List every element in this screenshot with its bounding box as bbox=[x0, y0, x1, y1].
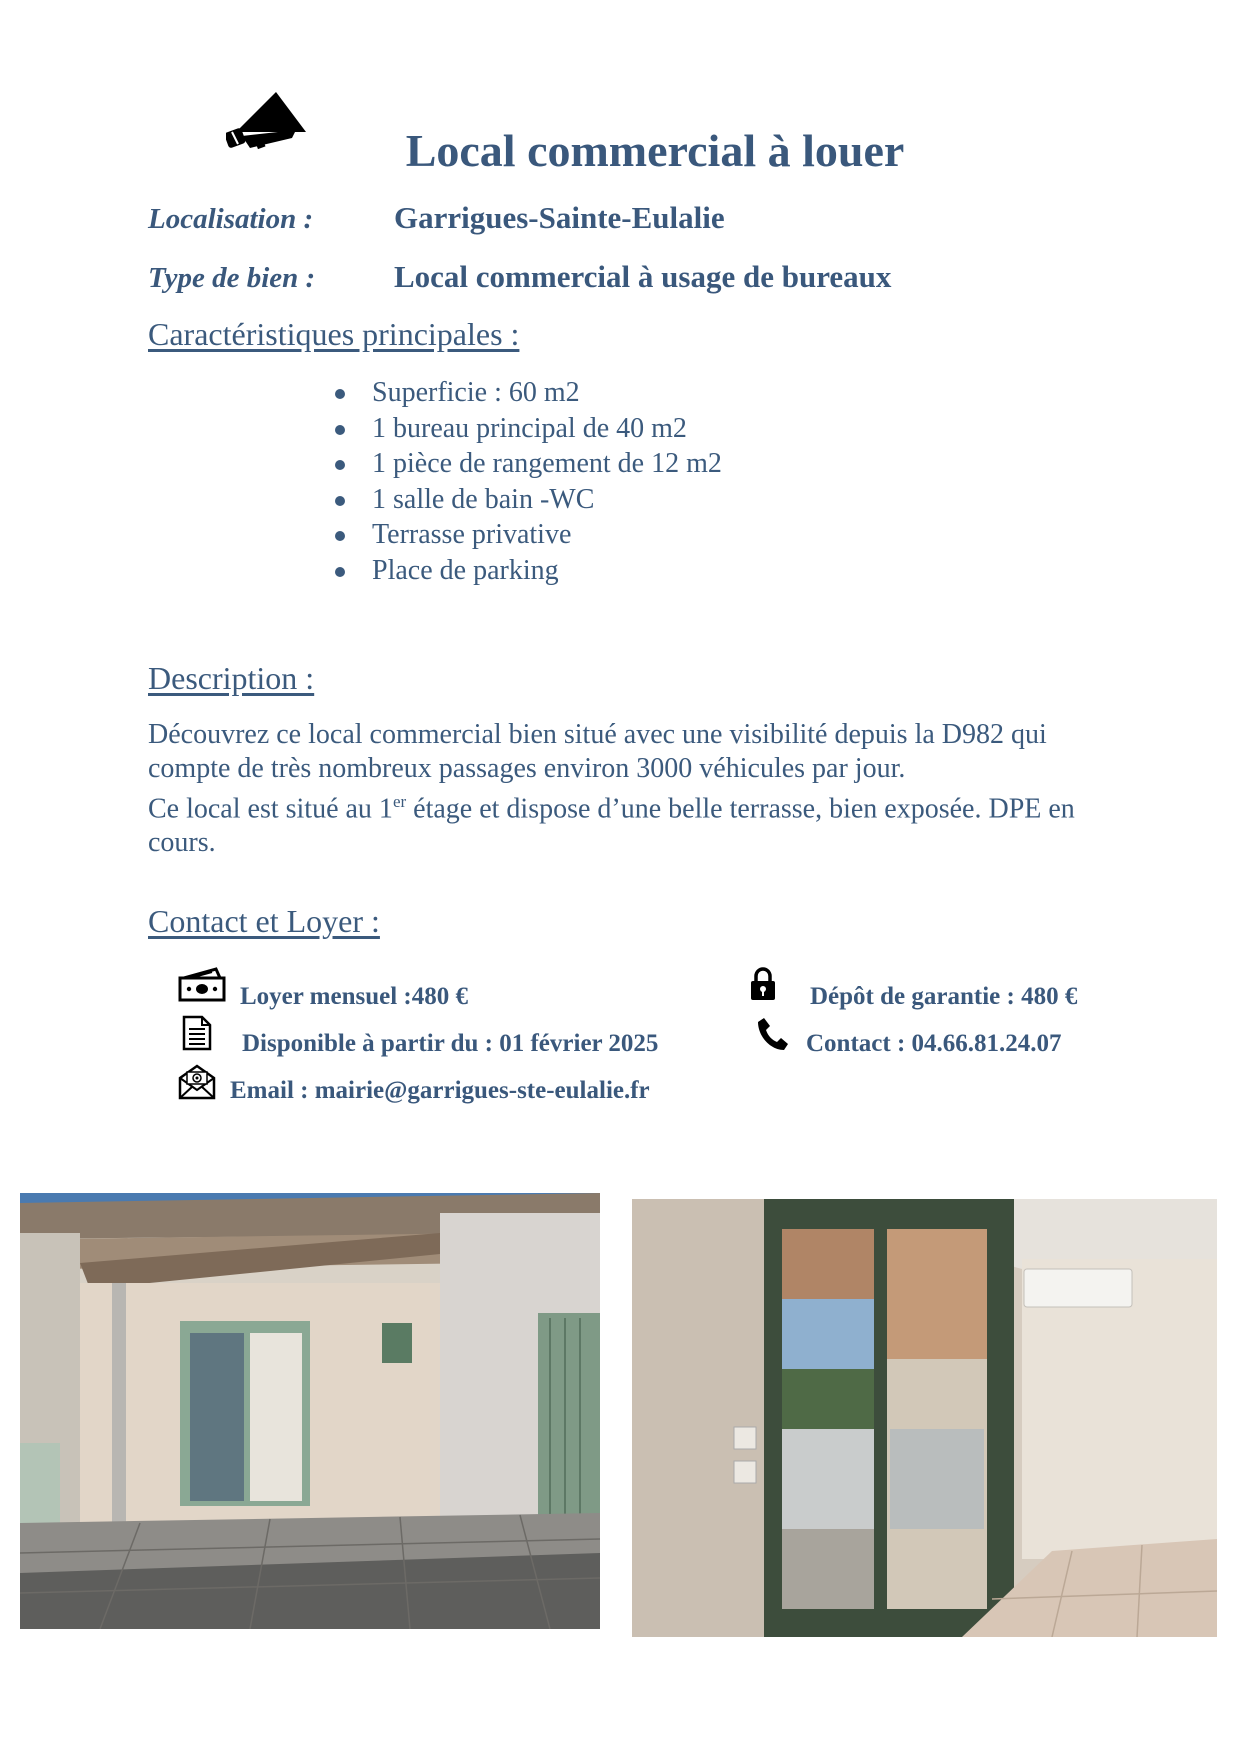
description-line-2-start: Ce local est situé au 1 bbox=[148, 793, 393, 825]
email-icon bbox=[178, 1062, 216, 1100]
list-item: 1 pièce de rangement de 12 m2 bbox=[330, 446, 722, 482]
list-item: Superficie : 60 m2 bbox=[330, 375, 722, 411]
available-text: Disponible à partir du : 01 février 2025 bbox=[242, 1030, 659, 1057]
list-item: Terrasse privative bbox=[330, 517, 722, 553]
description-heading: Description : bbox=[148, 660, 315, 696]
location-value: Garrigues-Sainte-Eulalie bbox=[394, 200, 725, 235]
deposit-text: Dépôt de garantie : 480 € bbox=[810, 983, 1078, 1010]
rent-text: Loyer mensuel :480 € bbox=[240, 983, 468, 1010]
features-list bbox=[330, 375, 722, 588]
list-item: 1 bureau principal de 40 m2 bbox=[330, 411, 722, 447]
description-line-2-end: étage et dispose d’une belle terrasse, bien exposée. DPE en cours. bbox=[148, 793, 1075, 858]
list-item: Place de parking bbox=[330, 553, 722, 589]
padlock-icon bbox=[750, 967, 776, 1001]
type-label: Type de bien : bbox=[148, 262, 316, 294]
banknote-icon bbox=[178, 966, 226, 1002]
phone-text: Contact : 04.66.81.24.07 bbox=[806, 1030, 1062, 1057]
email-text: Email : mairie@garrigues-ste-eulalie.fr bbox=[230, 1077, 650, 1104]
office-interior-photo bbox=[632, 1199, 1217, 1637]
document-icon bbox=[182, 1015, 212, 1051]
features-heading: Caractéristiques principales : bbox=[148, 316, 520, 352]
contact-heading: Contact et Loyer : bbox=[148, 903, 380, 939]
description-line-1: Découvrez ce local commercial bien situé avec une visibilité depuis la D982 qui compte de très nombreux passages environ 3000 véhicules par jour. bbox=[148, 719, 1047, 784]
page-title: Local commercial à louer bbox=[405, 125, 905, 176]
type-value: Local commercial à usage de bureaux bbox=[394, 259, 892, 294]
description-text bbox=[148, 718, 1108, 859]
terrace-photo bbox=[20, 1193, 600, 1629]
location-label: Localisation : bbox=[148, 203, 314, 235]
list-item: 1 salle de bain -WC bbox=[330, 482, 722, 518]
phone-icon bbox=[754, 1016, 790, 1052]
ordinal-suffix: er bbox=[392, 792, 407, 811]
